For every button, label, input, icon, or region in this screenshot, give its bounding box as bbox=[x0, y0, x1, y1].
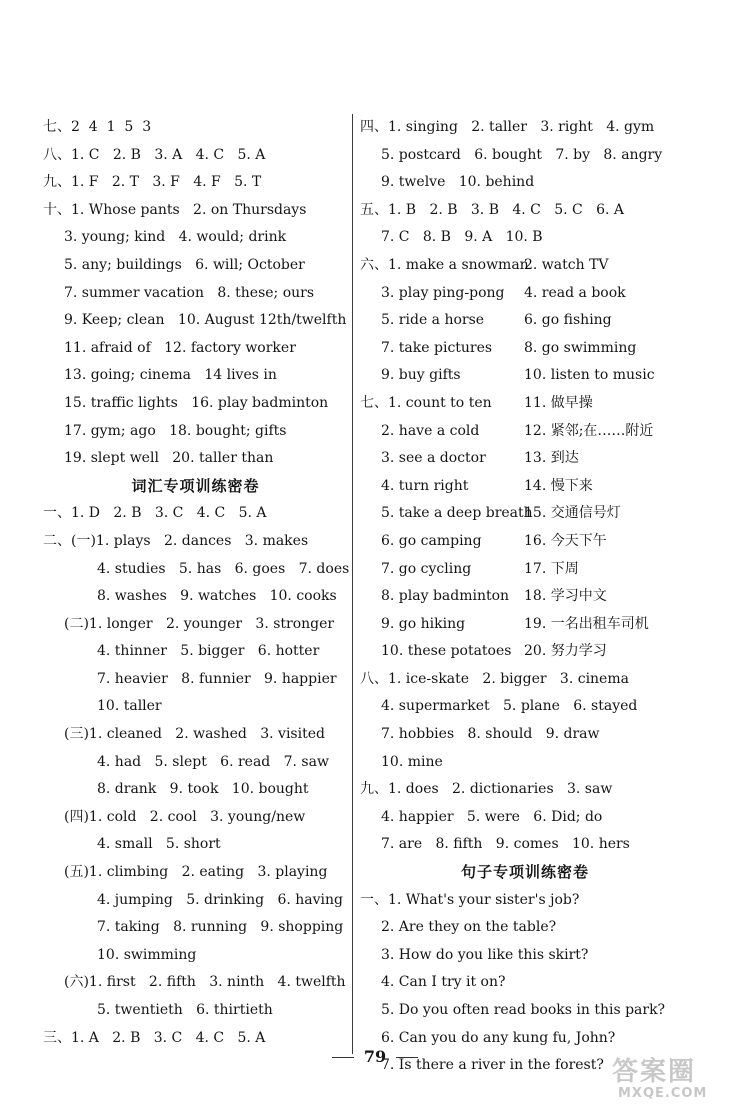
right-column bbox=[360, 114, 690, 1080]
answer-line: (三)1. cleaned 2. washed 3. visited bbox=[64, 726, 325, 743]
answer-pair bbox=[360, 445, 690, 473]
watermark-bottom: MXQE.COM bbox=[618, 1086, 708, 1101]
answer-line: 4. small 5. short bbox=[97, 836, 221, 853]
answer-pair bbox=[360, 638, 690, 666]
answer-pair bbox=[360, 473, 690, 501]
answer-line: 5. postcard 6. bought 7. by 8. angry bbox=[381, 146, 663, 163]
answer-cell: 2. have a cold bbox=[381, 422, 480, 439]
answer-pair bbox=[360, 307, 690, 335]
answer-line: 5. twentieth 6. thirtieth bbox=[97, 1002, 273, 1018]
answer-line: 八、1. ice-skate 2. bigger 3. cinema bbox=[360, 670, 629, 687]
answer-cell: 18. 学习中文 bbox=[524, 588, 607, 605]
answer-line: 九、1. does 2. dictionaries 3. saw bbox=[360, 781, 613, 798]
watermark-logo bbox=[612, 1058, 744, 1108]
answer-line: 5. Do you often read books in this park? bbox=[381, 1002, 666, 1018]
page-number: 79 bbox=[363, 1047, 387, 1066]
answer-cell: 4. read a book bbox=[524, 284, 626, 301]
answer-cell: 12. 紧邻;在……附近 bbox=[524, 422, 654, 439]
answer-line: 七、2 4 1 5 3 bbox=[43, 119, 152, 135]
answer-cell: 10. listen to music bbox=[524, 367, 655, 384]
answer-line: 11. afraid of 12. factory worker bbox=[64, 339, 296, 356]
answer-cell: 4. turn right bbox=[381, 477, 469, 494]
answer-line: 7. taking 8. running 9. shopping bbox=[97, 919, 344, 936]
answer-line: 一、1. What's your sister's job? bbox=[360, 891, 580, 908]
answer-line: 10. mine bbox=[381, 753, 443, 770]
answer-cell: 6. go camping bbox=[381, 532, 482, 549]
answer-line: 2. Are they on the table? bbox=[381, 919, 557, 936]
answer-line: 一、1. D 2. B 3. C 4. C 5. A bbox=[43, 505, 267, 522]
footer-dash bbox=[396, 1057, 418, 1058]
answer-line: 19. slept well 20. taller than bbox=[64, 450, 274, 467]
answer-pair bbox=[360, 583, 690, 611]
answer-line: 4. jumping 5. drinking 6. having bbox=[97, 891, 343, 908]
answer-cell: 2. watch TV bbox=[524, 256, 609, 273]
answer-line: 4. happier 5. were 6. Did; do bbox=[381, 808, 603, 825]
answer-cell: 7. take pictures bbox=[381, 339, 493, 356]
answer-cell: 七、1. count to ten bbox=[360, 394, 492, 411]
answer-line: 8. drank 9. took 10. bought bbox=[97, 781, 309, 798]
footer-dash bbox=[332, 1057, 354, 1058]
answer-pair bbox=[360, 556, 690, 584]
answer-cell: 六、1. make a snowman bbox=[360, 256, 529, 273]
answer-line: 8. washes 9. watches 10. cooks bbox=[97, 588, 337, 605]
answer-cell: 5. take a deep breath bbox=[381, 505, 533, 522]
section-title: 句子专项训练密卷 bbox=[460, 863, 589, 882]
answer-line: 4. supermarket 5. plane 6. stayed bbox=[381, 698, 638, 715]
answer-pair bbox=[360, 500, 690, 528]
section-title: 词汇专项训练密卷 bbox=[131, 476, 260, 495]
answer-line: 4. had 5. slept 6. read 7. saw bbox=[97, 753, 329, 770]
answer-line: 17. gym; ago 18. bought; gifts bbox=[64, 422, 287, 439]
answer-cell: 10. these potatoes bbox=[381, 643, 512, 660]
answer-pair bbox=[360, 362, 690, 390]
answer-line: (五)1. climbing 2. eating 3. playing bbox=[64, 864, 328, 881]
answer-cell: 7. go cycling bbox=[381, 560, 472, 577]
answer-cell: 19. 一名出租车司机 bbox=[524, 615, 649, 632]
answer-line: 7. heavier 8. funnier 9. happier bbox=[97, 670, 337, 687]
answer-pair bbox=[360, 528, 690, 556]
answer-cell: 14. 慢下来 bbox=[524, 477, 593, 494]
answer-line: (四)1. cold 2. cool 3. young/new bbox=[64, 808, 306, 825]
answer-cell: 20. 努力学习 bbox=[524, 643, 607, 660]
answer-line: 5. any; buildings 6. will; October bbox=[64, 256, 305, 273]
left-column bbox=[43, 114, 348, 1052]
answer-cell: 3. see a doctor bbox=[381, 450, 486, 467]
answer-line: 4. Can I try it on? bbox=[381, 974, 506, 991]
answer-cell: 9. go hiking bbox=[381, 615, 466, 632]
answer-line: 13. going; cinema 14 lives in bbox=[64, 367, 277, 384]
answer-line: 4. thinner 5. bigger 6. hotter bbox=[97, 643, 320, 660]
answer-cell: 13. 到达 bbox=[524, 450, 579, 467]
answer-cell: 6. go fishing bbox=[524, 312, 612, 329]
answer-line: 7. C 8. B 9. A 10. B bbox=[381, 229, 543, 246]
answer-line: 15. traffic lights 16. play badminton bbox=[64, 394, 329, 411]
answer-line: 3. young; kind 4. would; drink bbox=[64, 229, 287, 246]
answer-cell: 15. 交通信号灯 bbox=[524, 505, 621, 522]
answer-line: (六)1. first 2. fifth 3. ninth 4. twelfth bbox=[64, 974, 346, 991]
answer-line: 五、1. B 2. B 3. B 4. C 5. C 6. A bbox=[360, 201, 624, 218]
answer-cell: 8. go swimming bbox=[524, 339, 637, 356]
answer-pair bbox=[360, 390, 690, 418]
answer-line: 7. summer vacation 8. these; ours bbox=[64, 284, 315, 301]
answer-line: 九、1. F 2. T 3. F 4. F 5. T bbox=[43, 174, 262, 191]
answer-line: (二)1. longer 2. younger 3. stronger bbox=[64, 615, 335, 632]
answer-line: 十、1. Whose pants 2. on Thursdays bbox=[43, 201, 307, 218]
answer-cell: 5. ride a horse bbox=[381, 312, 485, 329]
answer-line: 二、(一)1. plays 2. dances 3. makes bbox=[43, 532, 309, 549]
answer-cell: 11. 做早操 bbox=[524, 394, 593, 411]
answer-pair bbox=[360, 335, 690, 363]
watermark-top: 答案圈 bbox=[612, 1057, 697, 1087]
answer-pair bbox=[360, 252, 690, 280]
answer-line: 9. twelve 10. behind bbox=[381, 174, 535, 191]
answer-pair bbox=[360, 418, 690, 446]
answer-line: 四、1. singing 2. taller 3. right 4. gym bbox=[360, 119, 655, 135]
answer-line: 八、1. C 2. B 3. A 4. C 5. A bbox=[43, 146, 266, 163]
answer-line: 6. Can you do any kung fu, John? bbox=[381, 1029, 616, 1046]
answer-cell: 8. play badminton bbox=[381, 588, 510, 605]
answer-line: 3. How do you like this skirt? bbox=[381, 946, 589, 963]
answer-line: 三、1. A 2. B 3. C 4. C 5. A bbox=[43, 1029, 266, 1046]
answer-cell: 9. buy gifts bbox=[381, 367, 461, 384]
answer-cell: 17. 下周 bbox=[524, 560, 579, 577]
answer-line: 7. are 8. fifth 9. comes 10. hers bbox=[381, 836, 630, 853]
answer-pair bbox=[360, 280, 690, 308]
answer-cell: 16. 今天下午 bbox=[524, 532, 607, 549]
answer-pair bbox=[360, 611, 690, 639]
answer-line: 7. hobbies 8. should 9. draw bbox=[381, 726, 600, 743]
answer-line: 7. Is there a river in the forest? bbox=[381, 1057, 604, 1074]
answer-line: 10. taller bbox=[97, 698, 162, 715]
answer-cell: 3. play ping-pong bbox=[381, 284, 505, 301]
answer-line: 9. Keep; clean 10. August 12th/twelfth bbox=[64, 312, 347, 329]
answer-line: 4. studies 5. has 6. goes 7. does bbox=[97, 560, 350, 577]
answer-line: 10. swimming bbox=[97, 946, 197, 963]
column-divider bbox=[352, 114, 353, 1054]
